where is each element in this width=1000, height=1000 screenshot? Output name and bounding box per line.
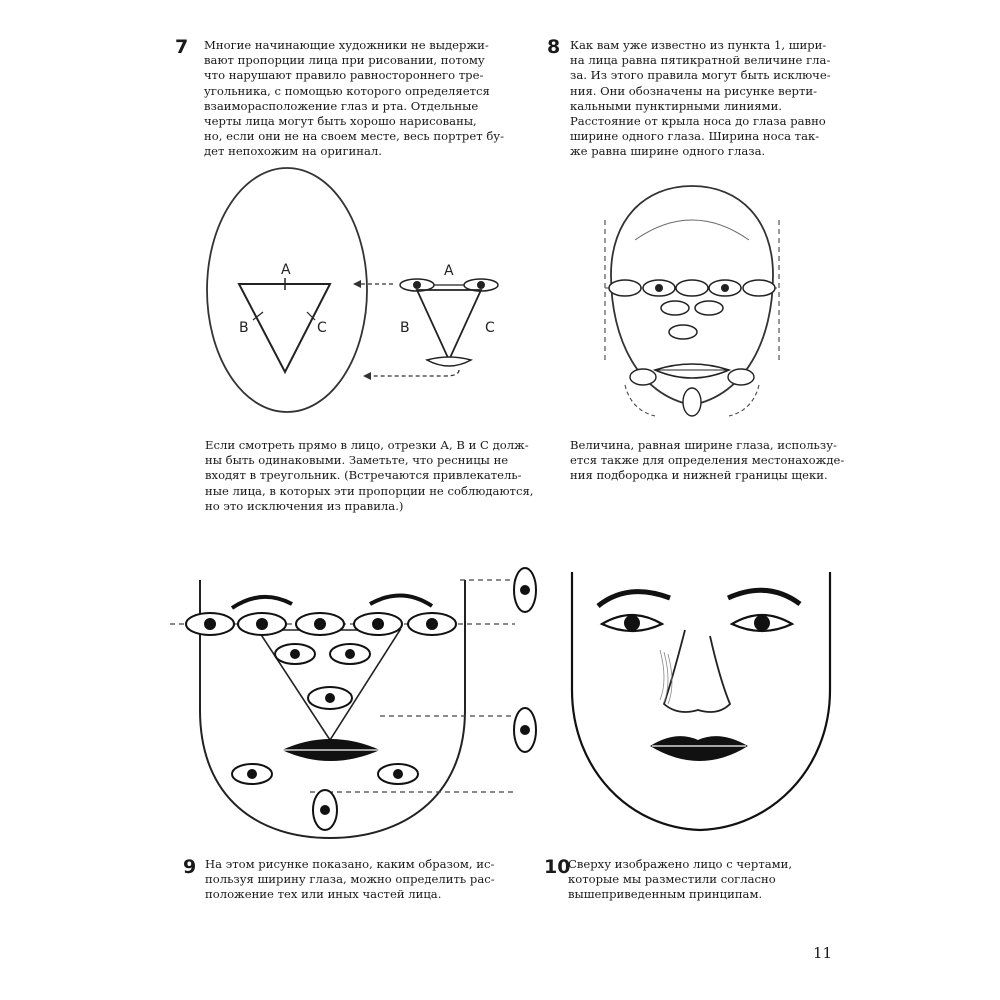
- section-7-number: 7: [175, 36, 189, 58]
- eye-row: [186, 613, 456, 830]
- caption-line: ния подбородка и нижней границы щеки.: [570, 468, 828, 483]
- text-line: Сверху изображено лицо с чертами,: [568, 857, 793, 871]
- side-eyes: [514, 568, 536, 752]
- text-line: что нарушают правило равностороннего тре-: [204, 68, 484, 83]
- side-eye-triangle: [400, 263, 498, 366]
- caption-line: но это исключения из правила.): [205, 498, 404, 513]
- triangle-proportion-figure: [195, 160, 515, 425]
- text-line: на лица равна пятикратной величине гла-: [570, 53, 831, 68]
- text-line: Многие начинающие художники не выдержи-: [204, 38, 489, 52]
- page-number: 11: [813, 944, 833, 962]
- text-line: же равна ширине одного глаза.: [570, 144, 766, 159]
- section-10-number: 10: [544, 856, 571, 878]
- label-c: C: [317, 320, 327, 336]
- section-8-caption: [570, 438, 844, 484]
- text-line: но, если они не на своем месте, весь портрет бу-: [204, 129, 505, 144]
- text-line: вышеприведенным принципам.: [568, 887, 763, 902]
- caption-line: входят в треугольник. (Встречаются привлекатель-: [205, 468, 522, 483]
- text-line: положение тех или иных частей лица.: [205, 887, 442, 902]
- text-line: ния. Они обозначены на рисунке верти-: [570, 83, 818, 98]
- text-line: черты лица могут быть хорошо нарисованы,: [204, 114, 477, 129]
- text-line: пользуя ширину глаза, можно определить рас-: [205, 872, 495, 887]
- label-b-side: B: [400, 320, 410, 336]
- text-line: за. Из этого правила могут быть исключе-: [570, 68, 831, 83]
- caption-line: ны быть одинаковыми. Заметьте, что ресницы не: [205, 453, 509, 468]
- text-line: ширине одного глаза. Ширина носа так-: [570, 129, 820, 144]
- lips: [650, 736, 748, 761]
- eye-width-face-figure: [595, 180, 790, 430]
- head-outline: [207, 168, 367, 412]
- section-9-number: 9: [183, 856, 197, 878]
- label-a-side: A: [444, 263, 454, 279]
- caption-line: ные лица, в которых эти пропорции не соблюдаются,: [205, 483, 534, 498]
- text-line: кальными пунктирными линиями.: [570, 98, 782, 113]
- text-line: Как вам уже известно из пункта 1, шири-: [570, 38, 827, 52]
- section-8-number: 8: [547, 36, 561, 58]
- eye-unit-face-figure: [170, 560, 550, 850]
- right-eyebrow: [728, 590, 800, 604]
- text-line: Расстояние от крыла носа до глаза равно: [570, 114, 826, 129]
- text-line: вают пропорции лица при рисовании, потому: [204, 53, 485, 68]
- section-8-text: [570, 38, 831, 160]
- section-7-text: [204, 38, 504, 160]
- caption-line: Величина, равная ширине глаза, использу-: [570, 438, 837, 452]
- caption-line: Если смотреть прямо в лицо, отрезки А, В и С долж-: [205, 438, 529, 452]
- label-a: A: [281, 262, 291, 278]
- label-b: B: [239, 320, 249, 336]
- section-9-text: [205, 857, 495, 903]
- finished-face-figure: [560, 560, 850, 840]
- left-eyebrow: [598, 592, 670, 606]
- left-iris: [624, 615, 640, 631]
- text-line: угольника, с помощью которого определяется: [204, 83, 490, 98]
- right-iris: [754, 615, 770, 631]
- nose: [664, 630, 730, 712]
- eye-chain: [609, 280, 775, 339]
- section-10-text: [568, 857, 792, 903]
- text-line: На этом рисунке показано, каким образом, ис-: [205, 857, 495, 871]
- face-outline: [572, 572, 830, 830]
- eye-mouth-triangle: [258, 630, 400, 740]
- caption-line: ется также для определения местонахожде-: [570, 453, 845, 468]
- text-line: взаиморасположение глаз и рта. Отдельные: [204, 98, 479, 113]
- text-line: дет непохожим на оригинал.: [204, 144, 382, 159]
- text-line: которые мы разместили согласно: [568, 872, 776, 887]
- section-7-caption: [205, 438, 533, 514]
- label-c-side: C: [485, 320, 495, 336]
